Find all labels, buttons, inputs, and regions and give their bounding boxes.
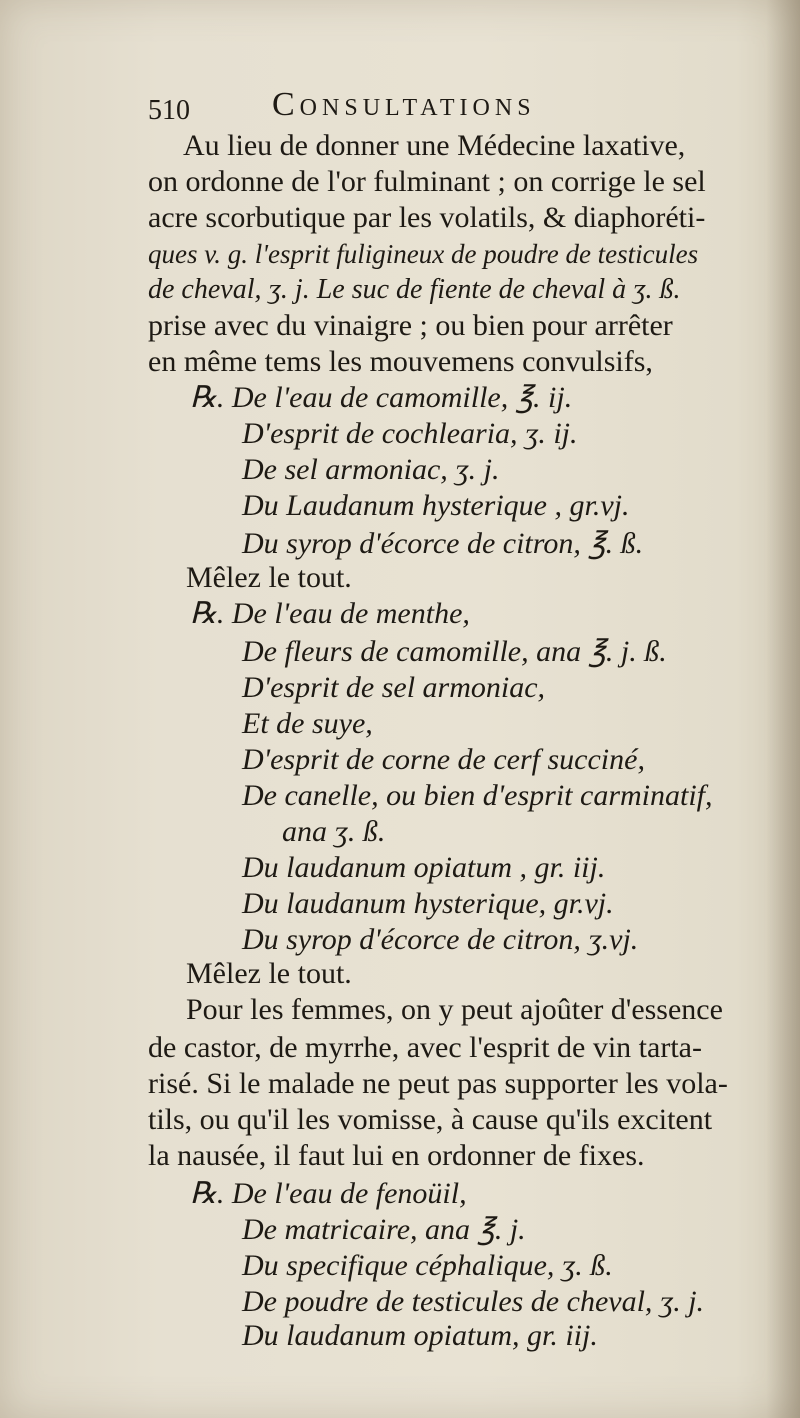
text-line: Au lieu de donner une Médecine laxative, — [183, 129, 686, 162]
text-line: tils, ou qu'il les vomisse, à cause qu'ils excitent — [148, 1103, 713, 1136]
text-line: Pour les femmes, on y peut ajoûter d'essence — [186, 993, 723, 1026]
recipe-line: ℞. De l'eau de fenoüil, — [190, 1177, 467, 1210]
text-line: prise avec du vinaigre ; ou bien pour arrêter — [148, 309, 673, 342]
text-line: on ordonne de l'or fulminant ; on corrige le sel — [148, 165, 706, 198]
recipe-line: De fleurs de camomille, ana ℥. j. ß. — [242, 635, 667, 668]
recipe-line: ℞. De l'eau de menthe, — [190, 597, 470, 630]
recipe-line: Du specifique céphalique, ʒ. ß. — [242, 1249, 613, 1282]
recipe-line: Du laudanum hysterique, gr.vj. — [242, 887, 614, 920]
text-line: Mêlez le tout. — [186, 957, 352, 990]
recipe-line: De sel armoniac, ʒ. j. — [242, 453, 500, 486]
recipe-line: De canelle, ou bien d'esprit carminatif, — [242, 779, 713, 812]
recipe-line: Du laudanum opiatum, gr. iij. — [242, 1319, 598, 1352]
recipe-line: D'esprit de cochlearia, ʒ. ij. — [242, 417, 578, 450]
recipe-line: Du Laudanum hysterique , gr.vj. — [242, 489, 630, 522]
recipe-line: D'esprit de sel armoniac, — [242, 671, 546, 704]
text-line: de castor, de myrrhe, avec l'esprit de vin tarta- — [148, 1031, 702, 1064]
page-number: 510 — [148, 95, 190, 126]
text-line: acre scorbutique par les volatils, & diaphoréti- — [148, 201, 706, 234]
recipe-line: Du syrop d'écorce de citron, ʒ.vj. — [242, 923, 639, 956]
text-line: risé. Si le malade ne peut pas supporter les vola- — [148, 1067, 728, 1100]
recipe-line: Du syrop d'écorce de citron, ℥. ß. — [242, 527, 644, 560]
running-title: Consultations — [272, 86, 536, 123]
recipe-line: De matricaire, ana ℥. j. — [242, 1213, 526, 1246]
text-line: ques v. g. l'esprit fuligineux de poudre de testicules — [148, 239, 699, 269]
text-line: en même tems les mouvemens convulsifs, — [148, 345, 653, 378]
text-line: Mêlez le tout. — [186, 561, 352, 594]
text-line: la nausée, il faut lui en ordonner de fixes. — [148, 1139, 645, 1172]
recipe-line: Et de suye, — [242, 707, 373, 740]
recipe-line: ℞. De l'eau de camomille, ℥. ij. — [190, 381, 573, 414]
page-gutter-shadow — [766, 0, 800, 1418]
recipe-line: D'esprit de corne de cerf succiné, — [242, 743, 645, 776]
recipe-line: Du laudanum opiatum , gr. iij. — [242, 851, 606, 884]
text-line: de cheval, ʒ. j. Le suc de fiente de cheval à ʒ. ß. — [148, 274, 681, 305]
recipe-line: ana ʒ. ß. — [282, 815, 386, 848]
recipe-line: De poudre de testicules de cheval, ʒ. j. — [242, 1285, 705, 1318]
